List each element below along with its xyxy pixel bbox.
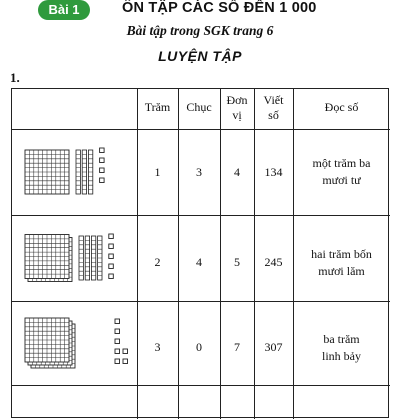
unit-cube — [100, 178, 105, 183]
unit-cube — [100, 158, 105, 163]
row3-read-line2: linh bảy — [322, 349, 361, 363]
row2-number: 245 — [264, 255, 283, 269]
section-heading: LUYỆN TẬP — [158, 48, 242, 64]
row2-read-line2: mươi lăm — [318, 264, 365, 278]
row1-number: 134 — [264, 165, 283, 179]
row2-hundreds: 2 — [154, 255, 161, 269]
unit-cube — [123, 349, 128, 354]
lesson-subtitle: Bài tập trong SGK trang 6 — [126, 23, 274, 38]
header-read: Đọc số — [324, 100, 359, 114]
row3-read-line1: ba trăm — [323, 332, 360, 346]
unit-cube — [115, 339, 120, 344]
row3-number: 307 — [264, 340, 283, 354]
unit-cube — [100, 148, 105, 153]
base-ten-blocks — [12, 89, 137, 419]
row3-units: 7 — [234, 340, 240, 354]
header-write-line1: Viết — [263, 93, 284, 107]
unit-cube — [115, 319, 120, 324]
row1-tens: 3 — [196, 165, 202, 179]
row1-read-line2: mươi tư — [322, 173, 361, 187]
row1-units: 4 — [234, 165, 240, 179]
row3-hundreds: 3 — [154, 340, 161, 354]
lesson-title: ÔN TẬP CÁC SỐ ĐẾN 1 000 — [122, 0, 317, 16]
column-divider — [254, 89, 255, 419]
row2-tens: 4 — [196, 255, 202, 269]
unit-cube — [109, 254, 114, 259]
unit-cube — [100, 168, 105, 173]
column-divider — [178, 89, 179, 419]
lesson-badge: Bài 1 — [38, 0, 90, 20]
place-value-table — [11, 88, 389, 418]
header-tens: Chục — [186, 100, 212, 114]
row2-units: 5 — [234, 255, 240, 269]
row2-read-line1: hai trăm bốn — [311, 247, 372, 261]
unit-cube — [109, 244, 114, 249]
unit-cube — [115, 349, 120, 354]
row1-hundreds: 1 — [154, 165, 161, 179]
exercise-number: 1. — [10, 70, 20, 85]
header-units-line2: vị — [232, 108, 242, 122]
unit-cube — [123, 359, 128, 364]
unit-cube — [115, 329, 120, 334]
unit-cube — [115, 359, 120, 364]
header-hundreds: Trăm — [144, 100, 171, 114]
unit-cube — [109, 274, 114, 279]
unit-cube — [109, 234, 114, 239]
column-divider — [220, 89, 221, 419]
unit-cube — [109, 264, 114, 269]
row1-read-line1: một trăm ba — [312, 156, 371, 170]
row3-tens: 0 — [196, 340, 202, 354]
header-write-line2: số — [268, 108, 279, 122]
column-divider — [137, 89, 138, 419]
header-units-line1: Đơn — [226, 93, 248, 107]
